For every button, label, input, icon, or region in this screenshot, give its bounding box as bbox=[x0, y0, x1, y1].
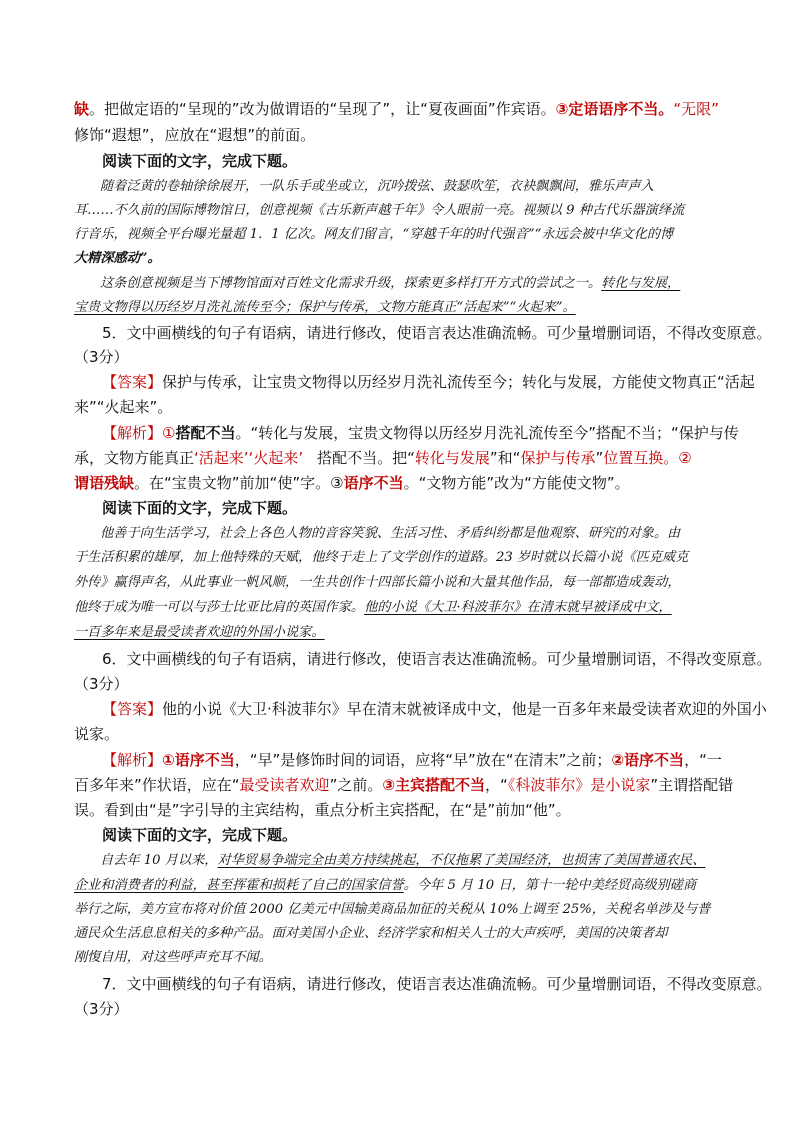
passage-3-line-4: 通民众生活息息相关的多种产品。面对美国小企业、经济学家和相关人士的大声疾呼，美国的决策者却 bbox=[74, 926, 668, 941]
question-6: 6．文中画横线的句子有语病，请进行修改，使语言表达准确流畅。可少量增删词语，不得改变原意。 bbox=[102, 650, 772, 668]
answer-5-line-2: 来”“火起来”。 bbox=[74, 398, 173, 416]
passage-3-line-5: 刚愎自用，对这些呼声充耳不闻。 bbox=[74, 950, 272, 965]
passage-1-line-3: 行音乐，视频全平台曝光量超 1．1 亿次。网友们留言，“穿越千年的时代强音”“永远会被中华文化的博 bbox=[74, 227, 674, 242]
question-6-score: （3分） bbox=[74, 675, 129, 693]
question-7-score: （3分） bbox=[74, 1000, 129, 1018]
question-5-score: （3分） bbox=[74, 348, 129, 366]
analysis-5-line-2: 承，文物方能真正‘活起来’‘火起来’ 搭配不当。把“转化与发展”和“保护与传承”位置互换。② bbox=[74, 449, 692, 467]
passage-1-line-6: 宝贵文物得以历经岁月洗礼流传至今；保护与传承，文物方能真正“活起来”“火起来”。 bbox=[74, 300, 576, 315]
passage-2-line-3: 外传》赢得声名，从此事业一帆风顺，一生共创作十四部长篇小说和大量其他作品，每一部都造成轰动， bbox=[74, 575, 681, 590]
passage-1-line-4: 大精深感动”。 bbox=[74, 251, 161, 266]
underlined-sentence: 他的小说《大卫·科波菲尔》在清末就早被译成中文， bbox=[364, 600, 672, 615]
passage-2-line-4: 他终于成为唯一可以与莎士比亚比肩的英国作家。他的小说《大卫·科波菲尔》在清末就早被译成中文， bbox=[74, 600, 672, 615]
analysis-6-line-3: 误。看到由“是”字引导的主宾结构，重点分析主宾搭配，在“是”前加“他”。 bbox=[74, 801, 571, 819]
answer-5-line-1: 【答案】保护与传承，让宝贵文物得以历经岁月洗礼流传至今；转化与发展，方能使文物真正“活起 bbox=[102, 373, 755, 391]
analysis-continuation-line-2: 修饰“遐想”，应放在“遐想”的前面。 bbox=[74, 126, 316, 144]
passage-2-line-1: 他善于向生活学习，社会上各色人物的音容笑貌、生活习性、矛盾纠纷都是他观察、研究的对象。由 bbox=[100, 526, 681, 541]
analysis-6-line-2: 百多年来”作状语，应在“最受读者欢迎”之前。③主宾搭配不当，“《科波菲尔》是小说家”主谓搭配错 bbox=[74, 776, 734, 794]
passage-3-line-2: 企业和消费者的利益，甚至挥霍和损耗了自己的国家信誉。今年 5 月 10 日，第十一轮中美经贸高级别磋商 bbox=[74, 878, 697, 893]
reading-instruction-3: 阅读下面的文字，完成下题。 bbox=[102, 826, 298, 844]
passage-1-line-5: 这条创意视频是当下博物馆面对百姓文化需求升级，探索更多样打开方式的尝试之一。转化与发展， bbox=[100, 276, 681, 291]
analysis-5-line-1: 【解析】①搭配不当。“转化与发展，宝贵文物得以历经岁月洗礼流传至今”搭配不当；“保护与传 bbox=[102, 424, 739, 442]
passage-2-line-2: 于生活积累的雄厚，加上他特殊的天赋，他终于走上了文学创作的道路。23 岁时就以长篇小说《匹克威克 bbox=[74, 550, 689, 565]
analysis-5-line-3: 谓语残缺。在“宝贵文物”前加“使”字。③语序不当。“文物方能”改为“方能使文物”。 bbox=[74, 474, 630, 492]
passage-1-line-1: 随着泛黄的卷轴徐徐展开，一队乐手或坐或立，沉吟拨弦、鼓瑟吹笙，衣袂飘飘间，雅乐声声入 bbox=[100, 179, 654, 194]
question-5: 5．文中画横线的句子有语病，请进行修改，使语言表达准确流畅。可少量增删词语，不得改变原意。 bbox=[102, 324, 772, 342]
answer-6-line-1: 【答案】他的小说《大卫·科波菲尔》早在清末就被译成中文，他是一百多年来最受读者欢迎的外国小 bbox=[102, 700, 767, 718]
passage-1-line-2: 耳……不久前的国际博物馆日，创意视频《古乐新声越千年》令人眼前一亮。视频以 9 种古代乐器演绎流 bbox=[74, 203, 685, 218]
answer-tag: 【答案】 bbox=[102, 700, 163, 718]
passage-3-line-3: 举行之际，美方宣布将对价值 2000 亿美元中国输美商品加征的关税从 10%上调至 25%，关税名单涉及与普 bbox=[74, 902, 711, 917]
analysis-6-line-1: 【解析】①语序不当，“早”是修饰时间的词语，应将“早”放在“在清末”之前；②语序不当，“一 bbox=[102, 751, 722, 769]
passage-2-line-5: 一百多年来是最受读者欢迎的外国小说家。 bbox=[74, 625, 325, 640]
reading-instruction-2: 阅读下面的文字，完成下题。 bbox=[102, 499, 298, 517]
question-7: 7．文中画横线的句子有语病，请进行修改，使语言表达准确流畅。可少量增删词语，不得改变原意。 bbox=[102, 975, 772, 993]
passage-3-line-1: 自去年 10 月以来，对华贸易争端完全由美方持续挑起，不仅拖累了美国经济，也损害了美国普通农民、 bbox=[100, 853, 706, 868]
underlined-sentence: 转化与发展， bbox=[601, 276, 681, 291]
analysis-tag: 【解析】 bbox=[102, 424, 163, 442]
analysis-tag: 【解析】 bbox=[102, 751, 163, 769]
reading-instruction-1: 阅读下面的文字，完成下题。 bbox=[102, 152, 298, 170]
analysis-continuation-line-1: 缺。把做定语的“呈现的”改为做谓语的“呈现了”，让“夏夜画面”作宾语。③定语语序不当。“无限” bbox=[74, 100, 719, 118]
answer-6-line-2: 说家。 bbox=[74, 725, 120, 743]
underlined-sentence: 对华贸易争端完全由美方持续挑起，不仅拖累了美国经济，也损害了美国普通农民、 bbox=[217, 853, 706, 868]
answer-tag: 【答案】 bbox=[102, 373, 163, 391]
